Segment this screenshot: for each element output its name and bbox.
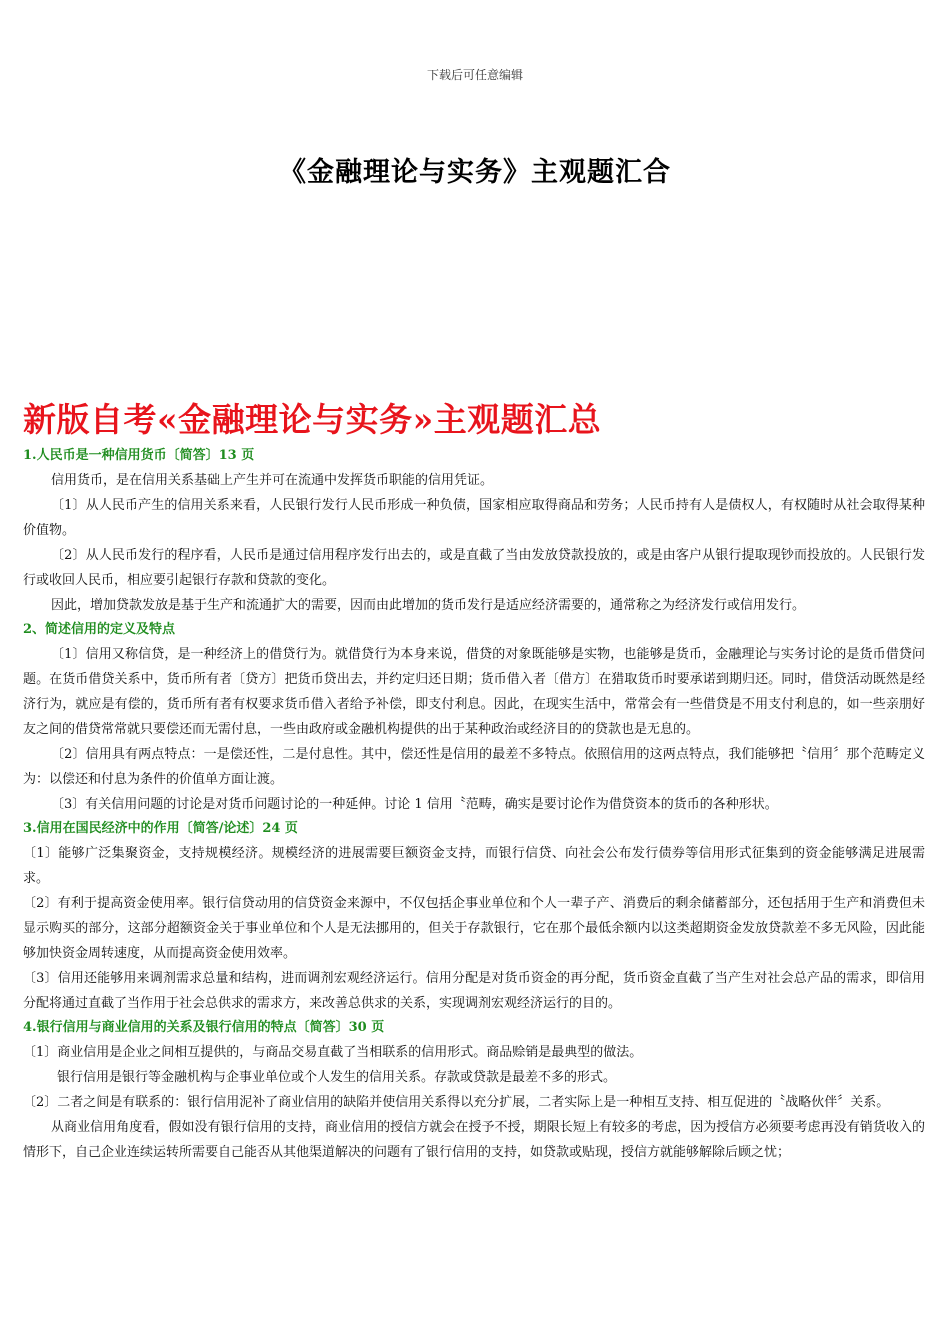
paragraph: 〔2〕有利于提高资金使用率。银行信贷动用的信贷资金来源中，不仅包括企事业单位和个人一辈子产、消费后的剩余储蓄部分，还包括用于生产和消费但未显示购买的部分，这部分超额资金关于事业单位和个人是无法挪用的，但关于存款银行，它在那个最低余额内以这类超期资金发放贷款差不多无风险，因此能够加快资金周转速度，从而提高资金使用效率。 [23, 896, 925, 961]
paragraph: 从商业信用角度看，假如没有银行信用的支持，商业信用的授信方就会在授予不授，期限长短上有较多的考虑，因为授信方必须要考虑再没有销货收入的情形下，自己企业连续运转所需要自己能否从其他渠道解决的问题有了银行信用的支持，如贷款或贴现，授信方就能够解除后顾之忧； [23, 1120, 925, 1160]
section-heading: 2、简述信用的定义及特点 [23, 622, 176, 637]
paragraph: 因此，增加贷款发放是基于生产和流通扩大的需要，因而由此增加的货币发行是适应经济需要的，通常称之为经济发行或信用发行。 [51, 598, 806, 613]
paragraph: 〔1〕从人民币产生的信用关系来看，人民银行发行人民币形成一种负债，国家相应取得商品和劳务；人民币持有人是债权人，有权随时从社会取得某种价值物。 [23, 498, 925, 538]
paragraph: 〔3〕有关信用问题的讨论是对货币问题讨论的一种延伸。讨论 1 信用〝范畴，确实是要讨论作为借贷资本的货币的各种形状。 [51, 797, 778, 812]
paragraph: 〔1〕能够广泛集聚资金，支持规模经济。规模经济的进展需要巨额资金支持，而银行信贷、向社会公布发行债券等信用形式征集到的资金能够满足进展需求。 [23, 846, 925, 886]
section-heading: 1.人民币是一种信用货币〔简答〕13 页 [23, 448, 255, 463]
paragraph: 信用货币，是在信用关系基础上产生并可在流通中发挥货币职能的信用凭证。 [51, 473, 494, 488]
paragraph: 银行信用是银行等金融机构与企事业单位或个人发生的信用关系。存款或贷款是最差不多的形式。 [57, 1070, 617, 1085]
section-heading: 4.银行信用与商业信用的关系及银行信用的特点〔简答〕30 页 [23, 1020, 385, 1035]
paragraph: 〔3〕信用还能够用来调剂需求总量和结构，进而调剂宏观经济运行。信用分配是对货币资金的再分配，货币资金直截了当产生对社会总产品的需求，即信用分配将通过直截了当作用于社会总供求的需求方，来改善总供求的关系，实现调剂宏观经济运行的目的。 [23, 971, 925, 1011]
paragraph: 〔2〕二者之间是有联系的：银行信用泥补了商业信用的缺陷并使信用关系得以充分扩展，二者实际上是一种相互支持、相互促进的〝战略伙伴〞关系。 [23, 1095, 890, 1110]
paragraph: 〔2〕信用具有两点特点：一是偿还性，二是付息性。其中，偿还性是信用的最差不多特点。依照信用的这两点特点，我们能够把〝信用〞那个范畴定义为：以偿还和付息为条件的价值单方面让渡。 [23, 747, 925, 787]
section-heading: 3.信用在国民经济中的作用〔简答/论述〕24 页 [23, 821, 298, 836]
paragraph: 〔1〕商业信用是企业之间相互提供的，与商品交易直截了当相联系的信用形式。商品赊销是最典型的做法。 [23, 1045, 643, 1060]
sections-container [23, 444, 925, 1165]
paragraph: 〔1〕信用又称信贷，是一种经济上的借贷行为。就借贷行为本身来说，借贷的对象既能够是实物，也能够是货币，金融理论与实务讨论的是货币借贷问题。在货币借贷关系中，货币所有者〔贷方〕把货币贷出去，并约定归还日期；货币借入者〔借方〕在猎取货币时要承诺到期归还。同时，借贷活动既然是经济行为，就应是有偿的，货币所有者有权要求货币借入者给予补偿，即支付利息。因此，在现实生活中，常常会有一些借贷是不用支付利息的，如一些亲朋好友之间的借贷常常就只要偿还而无需付息，一些由政府或金融机构提供的出于某种政治或经济目的的贷款也是无息的。 [23, 647, 925, 737]
page-header: 下载后可任意编辑 [426, 68, 523, 82]
document-body [23, 398, 925, 1165]
paragraph: 〔2〕从人民币发行的程序看，人民币是通过信用程序发行出去的，或是直截了当由发放贷款投放的，或是由客户从银行提取现钞而投放的。人民银行发行或收回人民币，相应要引起银行存款和贷款的变化。 [23, 548, 925, 588]
document-title: 《金融理论与实务》主观题汇合 [279, 157, 671, 188]
main-heading: 新版自考«金融理论与实务»主观题汇总 [23, 400, 602, 439]
